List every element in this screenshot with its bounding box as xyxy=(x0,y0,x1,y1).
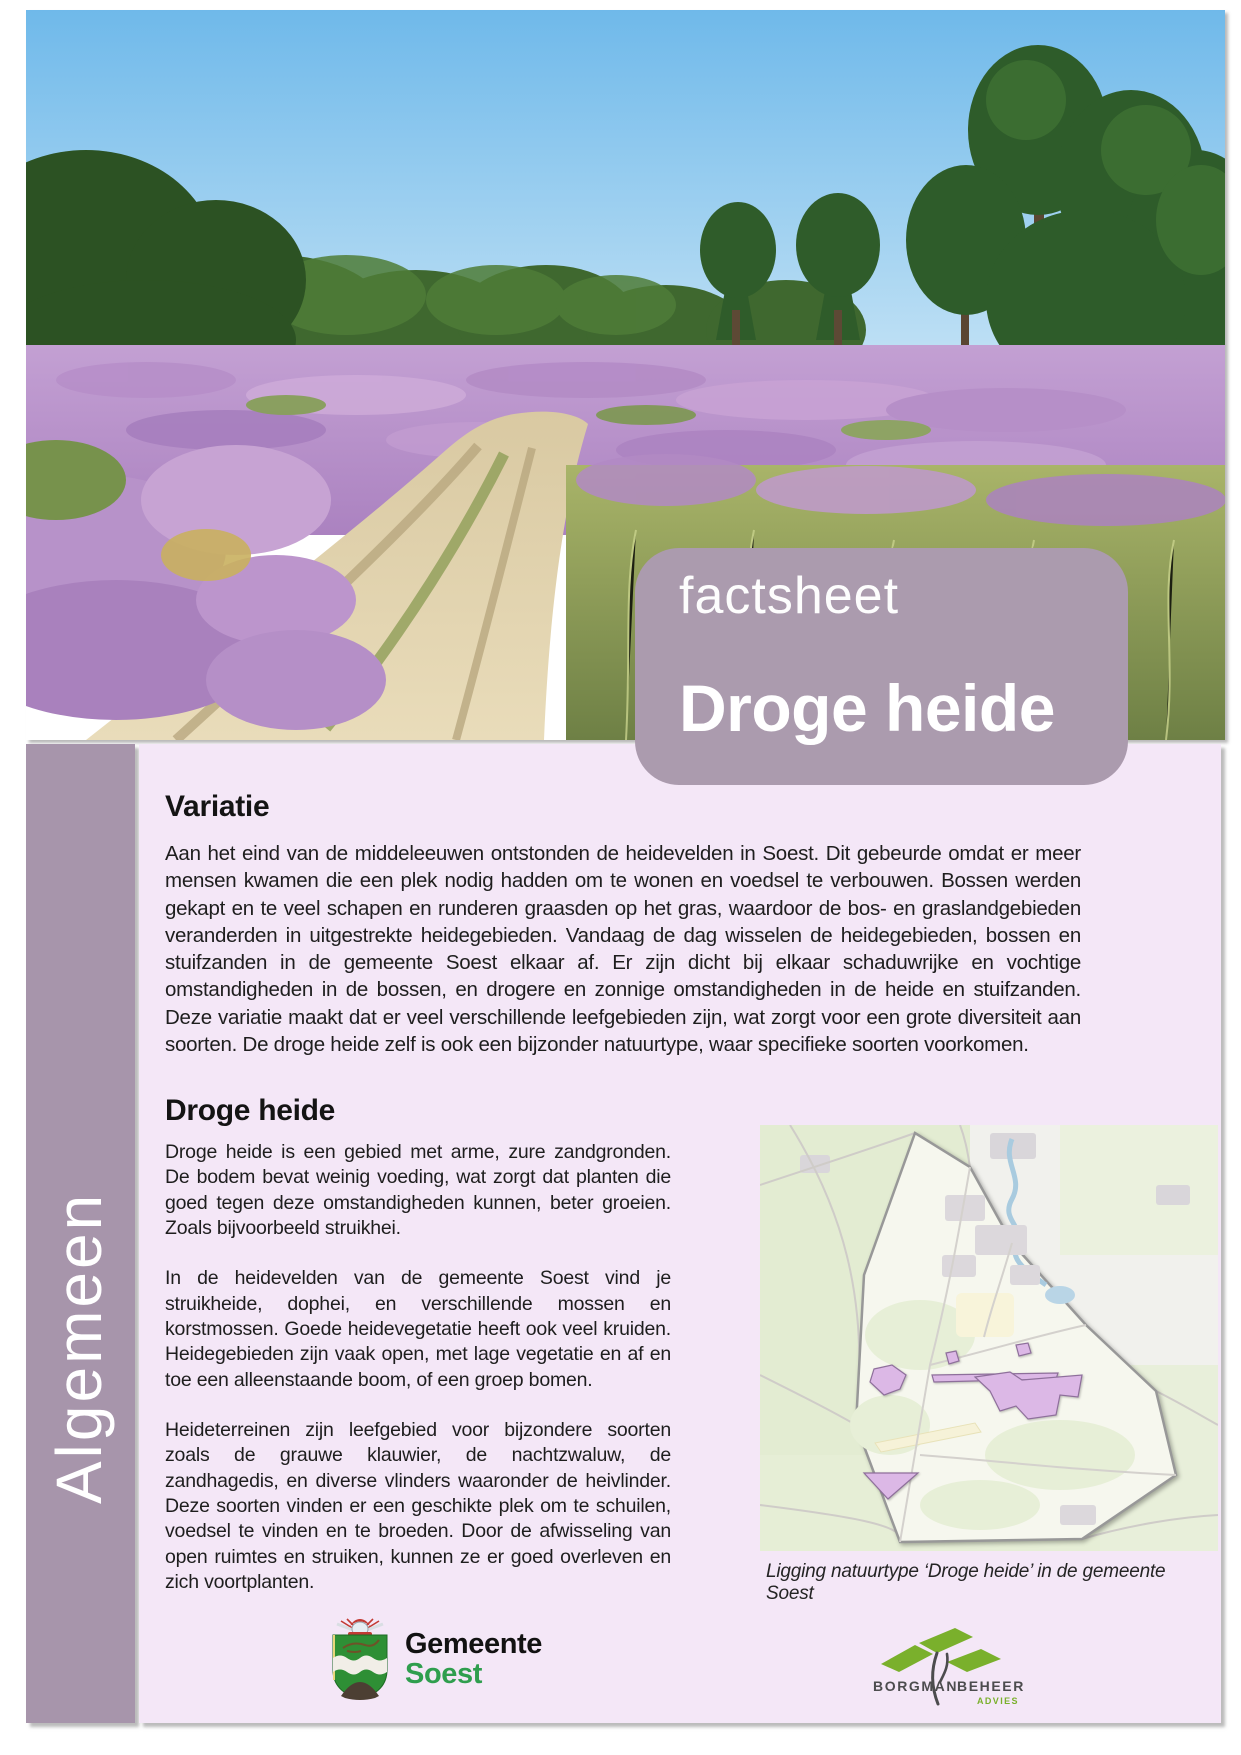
badge-title: Droge heide xyxy=(679,671,1055,745)
title-badge xyxy=(635,548,1128,785)
section-heading-variatie: Variatie xyxy=(165,790,270,823)
droge-heide-paragraph-1: Droge heide is een gebied met arme, zure zandgronden. De bodem bevat weinig voeding, wat zorgt dat planten die goed tegen deze omstandigheden kunnen, beter groeien. Zoals bijvoorbeeld struikhei. xyxy=(165,1141,671,1240)
category-sidebar xyxy=(26,744,135,1723)
soest-logo-line1: Gemeente xyxy=(405,1628,543,1661)
variatie-paragraph: Aan het eind van de middeleeuwen ontstonden de heidevelden in Soest. Dit gebeurde omdat er meer mensen kwamen die een plek nodig hadden om te wonen en voedsel te verbouwen. Bossen werden gekapt en te veel schapen en runderen graasden op het gras, waardoor de bos- en graslandgebieden veranderden in uitgestrekte heidegebieden. Vandaag de dag wisselen de heidegebieden, bossen en stuifzanden in de gemeente Soest elkaar af. Er zijn dicht bij elkaar schaduwrijke en vochtige omstandigheden in de bossen, en drogere en zonnige omstandigheden in de heide en stuifzanden. Deze variatie maakt dat er veel verschillende leefgebieden zijn, wat zorgt voor een grote diversiteit aan soorten. De droge heide zelf is ook een bijzonder natuurtype, waar specifieke soorten voorkomen. xyxy=(165,842,1081,1056)
droge-heide-paragraph-2: In de heidevelden van de gemeente Soest vind je struikheide, dophei, en verschillende mossen en korstmossen. Goede heidevegetatie heeft ook veel kruiden. Heidegebieden zijn vaak open, met lage vegetatie en af en toe een alleenstaande boom, of een groep bomen. xyxy=(165,1267,671,1391)
borgman-tree-icon xyxy=(881,1628,1005,1706)
section-heading-droge-heide: Droge heide xyxy=(165,1094,336,1127)
borgman-logo-word3: ADVIES xyxy=(977,1696,1019,1706)
map-caption: Ligging natuurtype ‘Droge heide’ in de gemeente Soest xyxy=(766,1561,1166,1604)
municipality-map xyxy=(760,1125,1218,1551)
gemeente-soest-logo xyxy=(327,1618,542,1702)
droge-heide-paragraph-3: Heideterreinen zijn leefgebied voor bijzondere soorten zoals de grauwe klauwier, de nachtzwaluw, de zandhagedis, en diverse vlinders waaronder de heivlinder. Deze soorten vinden er een geschikte plek om te schuilen, voedsel te vinden en te broeden. Door de afwisseling van open ruimtes en struiken, kunnen ze er goed overleven en zich voortplanten. xyxy=(165,1419,671,1594)
sidebar-category-label: Algemeen xyxy=(43,1191,115,1504)
content-panel xyxy=(139,744,1221,1723)
soest-logo-text xyxy=(405,1630,542,1689)
badge-kicker: factsheet xyxy=(679,567,900,625)
droge-heide-text-column xyxy=(165,1140,671,1621)
soest-coat-of-arms-icon xyxy=(327,1618,393,1702)
borgman-logo-word2: BEHEER xyxy=(957,1678,1025,1694)
municipality-map-figure xyxy=(760,1125,1218,1605)
borgman-logo-word1: BORGMAN xyxy=(873,1678,959,1694)
soest-logo-line2: Soest xyxy=(405,1658,482,1690)
borgman-beheer-logo xyxy=(873,1628,1023,1710)
